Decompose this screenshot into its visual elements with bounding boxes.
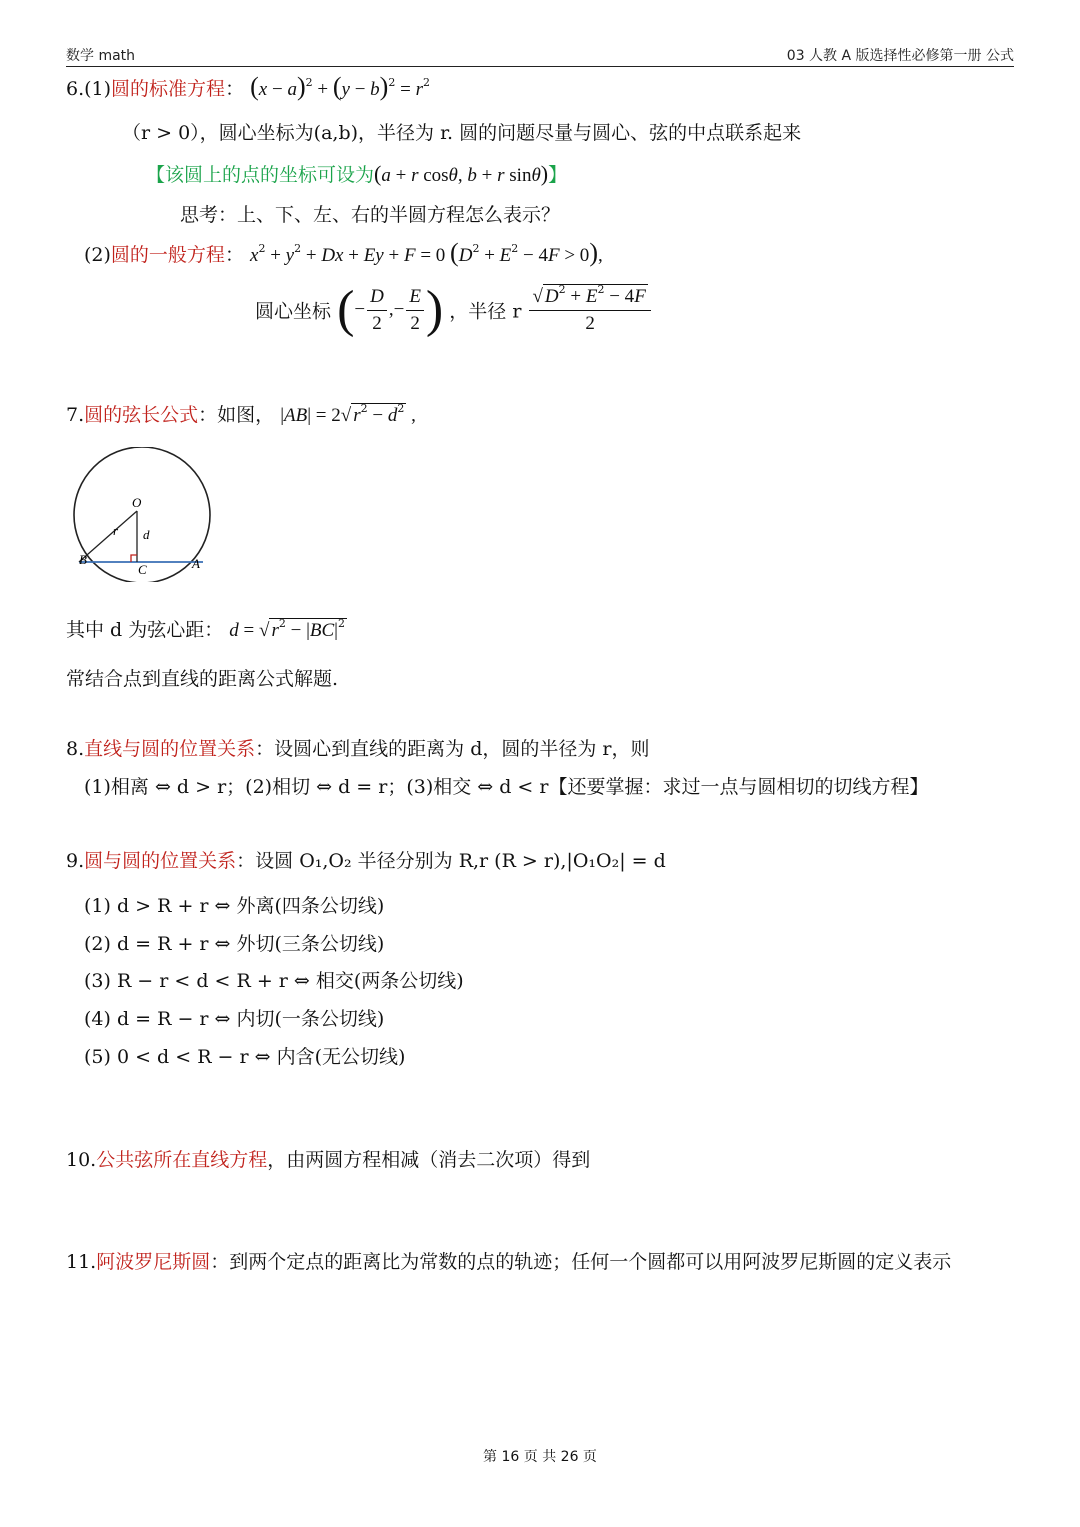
general-center-radius [255, 283, 653, 337]
section-7-chord-length [66, 400, 416, 427]
chord-distance-definition [66, 615, 347, 642]
distance-formula: d = √ $r^2 - |BC|^2$ [229, 616, 345, 641]
center-label: 圆心坐标 [255, 300, 332, 323]
header-rule [66, 66, 1014, 67]
section-6-condition: （r > 0），圆心坐标为(a,b)，半径为 r. 圆的问题尽量与圆心、弦的中点联系起来 [122, 122, 802, 144]
chord-length-formula: |AB| = 2√ $r^2 - d^2$ , [280, 401, 416, 426]
section-8-number: 8. [66, 738, 85, 760]
section-9-item-5: (5) 0 < d < R − r ⇔ 内含(无公切线) [84, 1046, 406, 1068]
standard-equation-formula: $(x - a)^2 + (y - b)^2 = r^2$ [250, 72, 430, 101]
section-7-title: 圆的弦长公式 [84, 404, 199, 426]
note-prefix: 【该圆上的点的坐标可设为 [146, 164, 375, 186]
radius-line [79, 511, 137, 562]
label-O: O [132, 495, 142, 510]
section-9-item-1: (1) d > R + r ⇔ 外离(四条公切线) [84, 895, 385, 917]
section-11-title: 阿波罗尼斯圆 [96, 1251, 211, 1273]
header-left: 数学 math [66, 48, 136, 64]
section-9-item-2: (2) d = R + r ⇔ 外切(三条公切线) [84, 933, 385, 955]
right-angle-mark [131, 555, 137, 562]
section-7-number: 7. [66, 404, 85, 426]
center-formula: (− $\frac{D}{2}$ ,− $\frac{E}{2}$ ) [337, 281, 444, 338]
section-6-think: 思考：上、下、左、右的半圆方程怎么表示？ [180, 204, 561, 226]
section-6-note [146, 160, 567, 187]
section-9-item-3: (3) R − r < d < R + r ⇔ 相交(两条公切线) [84, 970, 464, 992]
section-9-item-4: (4) d = R − r ⇔ 内切(一条公切线) [84, 1008, 385, 1030]
label-d: d [143, 527, 150, 542]
note-suffix: 】 [548, 164, 568, 186]
page-footer: 第 16 页 共 26 页 [483, 1449, 597, 1465]
radius-formula: $\frac{√ D^2 + E^2 - 4F}{2}$ [529, 283, 650, 337]
section-6-2-number: (2) [84, 244, 111, 266]
section-10-title: 公共弦所在直线方程 [96, 1149, 268, 1171]
section-9-circle-circle [66, 846, 666, 873]
section-11-number: 11. [66, 1251, 97, 1273]
distance-prefix: 其中 d 为弦心距： [66, 619, 224, 641]
section-10-text: ，由两圆方程相减（消去二次项）得到 [267, 1149, 591, 1171]
chord-figure [70, 447, 220, 587]
section-8-relations: (1)相离 ⇔ d > r；(2)相切 ⇔ d = r；(3)相交 ⇔ d < r【还要掌握：求过一点与圆相切的切线方程】 [84, 776, 929, 798]
section-6-colon: ： [225, 78, 245, 100]
section-8-line-circle [66, 734, 649, 761]
label-r: r [113, 523, 119, 538]
section-8-text: ：设圆心到直线的距离为 d，圆的半径为 r，则 [255, 738, 650, 760]
label-C: C [138, 562, 147, 577]
section-7-text: ：如图， [198, 404, 275, 426]
radius-label: ，半径 r [449, 300, 522, 323]
section-6-2-colon: ： [224, 244, 244, 266]
section-10-common-chord [66, 1145, 590, 1172]
section-6-standard-equation [66, 72, 430, 102]
section-11-apollonius [66, 1247, 951, 1274]
header-right: 03 人教 A 版选择性必修第一册 公式 [786, 48, 1014, 64]
section-6-2-title: 圆的一般方程 [110, 244, 225, 266]
section-6-general-equation [84, 238, 603, 268]
label-A: A [192, 556, 200, 571]
section-9-number: 9. [66, 850, 85, 872]
section-8-title: 直线与圆的位置关系 [84, 738, 256, 760]
section-9-title: 圆与圆的位置关系 [84, 850, 237, 872]
section-10-number: 10. [66, 1149, 97, 1171]
section-11-text: ：到两个定点的距离比为常数的点的轨迹；任何一个圆都可以用阿波罗尼斯圆的定义表示 [210, 1251, 952, 1273]
section-6-number: 6.(1) [66, 78, 112, 100]
general-equation-formula: $x^2 + y^2 + Dx + Ey + F = 0$ $(D^2 + E^2 - 4F > 0)$, [250, 238, 603, 267]
circle-diagram [70, 447, 220, 582]
note-formula: (a + r cosθ, b + r sinθ) [374, 161, 549, 186]
section-7-tip: 常结合点到直线的距离公式解题. [66, 668, 339, 690]
section-9-text: ：设圆 O₁,O₂ 半径分别为 R,r (R > r),|O₁O₂| = d [236, 850, 666, 872]
label-B: B [79, 552, 87, 567]
section-6-title: 圆的标准方程 [111, 78, 226, 100]
